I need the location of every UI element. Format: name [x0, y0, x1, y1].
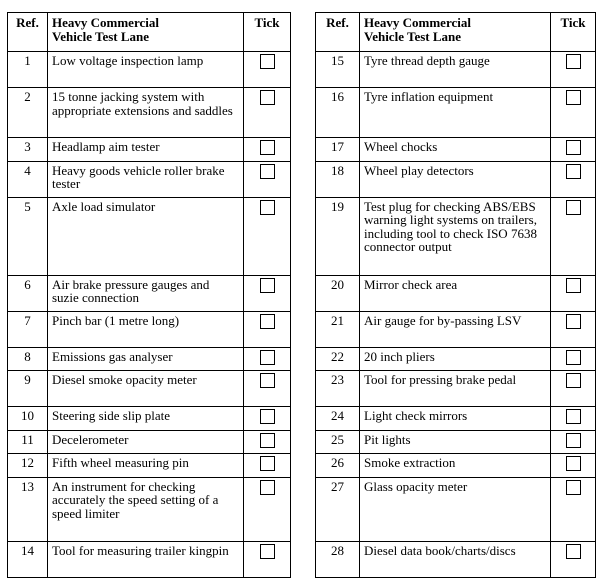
tick-header: Tick: [551, 13, 596, 52]
ref-cell: 9: [8, 371, 48, 407]
tick-cell: [244, 454, 291, 478]
tick-checkbox[interactable]: [260, 200, 275, 215]
tick-checkbox[interactable]: [566, 164, 581, 179]
ref-cell: 23: [316, 371, 360, 407]
tick-checkbox[interactable]: [260, 480, 275, 495]
item-header: [360, 13, 551, 52]
item-cell: Tyre thread depth gauge: [360, 52, 551, 88]
tick-checkbox[interactable]: [566, 456, 581, 471]
item-cell: Smoke extraction: [360, 454, 551, 478]
table-header-row: [316, 13, 596, 52]
tick-checkbox[interactable]: [566, 409, 581, 424]
ref-cell: 27: [316, 477, 360, 541]
table-row: [316, 161, 596, 197]
tick-cell: [244, 88, 291, 138]
item-cell: Emissions gas analyser: [48, 347, 244, 371]
item-cell: Heavy goods vehicle roller brake tester: [48, 161, 244, 197]
tick-checkbox[interactable]: [260, 278, 275, 293]
tick-checkbox[interactable]: [260, 433, 275, 448]
tick-cell: [551, 138, 596, 162]
tick-cell: [551, 311, 596, 347]
table-row: [316, 477, 596, 541]
item-cell: Tool for pressing brake pedal: [360, 371, 551, 407]
tick-checkbox[interactable]: [566, 278, 581, 293]
table-row: [316, 88, 596, 138]
tick-cell: [551, 477, 596, 541]
table-row: [8, 371, 291, 407]
table-row: [8, 52, 291, 88]
ref-cell: 21: [316, 311, 360, 347]
tick-cell: [244, 311, 291, 347]
ref-cell: 24: [316, 407, 360, 431]
tick-header: Tick: [244, 13, 291, 52]
table-row: [316, 311, 596, 347]
item-cell: Air gauge for by-passing LSV: [360, 311, 551, 347]
tick-cell: [244, 371, 291, 407]
item-cell: Pit lights: [360, 430, 551, 454]
tick-checkbox[interactable]: [260, 54, 275, 69]
item-cell: An instrument for checking accurately the speed setting of a speed limiter: [48, 477, 244, 541]
item-cell: Light check mirrors: [360, 407, 551, 431]
table-header-row: [8, 13, 291, 52]
ref-cell: 28: [316, 541, 360, 577]
tick-checkbox[interactable]: [260, 140, 275, 155]
ref-cell: 18: [316, 161, 360, 197]
table-row: [8, 477, 291, 541]
tick-checkbox[interactable]: [566, 350, 581, 365]
tick-cell: [244, 138, 291, 162]
table-row: [316, 347, 596, 371]
item-header-line1: Heavy Commercial: [364, 15, 471, 30]
tick-cell: [551, 197, 596, 275]
table-row: [316, 197, 596, 275]
table-row: [316, 407, 596, 431]
tick-cell: [551, 161, 596, 197]
tick-cell: [551, 52, 596, 88]
tick-cell: [244, 161, 291, 197]
table-row: [316, 430, 596, 454]
ref-cell: 26: [316, 454, 360, 478]
item-header: [48, 13, 244, 52]
tick-checkbox[interactable]: [260, 350, 275, 365]
table-row: [8, 197, 291, 275]
ref-cell: 1: [8, 52, 48, 88]
item-cell: Mirror check area: [360, 275, 551, 311]
tick-cell: [551, 454, 596, 478]
table-row: [8, 430, 291, 454]
tick-checkbox[interactable]: [566, 314, 581, 329]
tick-cell: [551, 88, 596, 138]
tick-checkbox[interactable]: [260, 409, 275, 424]
tick-checkbox[interactable]: [260, 164, 275, 179]
tick-checkbox[interactable]: [260, 456, 275, 471]
item-cell: Axle load simulator: [48, 197, 244, 275]
item-header-line2: Vehicle Test Lane: [52, 28, 150, 44]
tick-cell: [244, 430, 291, 454]
tick-checkbox[interactable]: [566, 200, 581, 215]
ref-cell: 17: [316, 138, 360, 162]
ref-header: Ref.: [8, 13, 48, 52]
ref-cell: 4: [8, 161, 48, 197]
ref-cell: 5: [8, 197, 48, 275]
item-cell: Air brake pressure gauges and suzie connection: [48, 275, 244, 311]
tick-cell: [244, 275, 291, 311]
item-header-line1: Heavy Commercial: [52, 15, 159, 30]
table-row: [8, 161, 291, 197]
tick-cell: [551, 347, 596, 371]
table-row: [316, 541, 596, 577]
tick-cell: [244, 541, 291, 577]
tick-checkbox[interactable]: [566, 480, 581, 495]
ref-cell: 22: [316, 347, 360, 371]
item-cell: Diesel smoke opacity meter: [48, 371, 244, 407]
tick-cell: [244, 407, 291, 431]
ref-cell: 8: [8, 347, 48, 371]
tick-checkbox[interactable]: [260, 544, 275, 559]
item-cell: Steering side slip plate: [48, 407, 244, 431]
item-cell: 20 inch pliers: [360, 347, 551, 371]
ref-cell: 6: [8, 275, 48, 311]
item-cell: 15 tonne jacking system with appropriate extensions and saddles: [48, 88, 244, 138]
ref-cell: 2: [8, 88, 48, 138]
table-row: [8, 407, 291, 431]
tick-checkbox[interactable]: [566, 544, 581, 559]
item-cell: Fifth wheel measuring pin: [48, 454, 244, 478]
ref-header: Ref.: [316, 13, 360, 52]
ref-cell: 20: [316, 275, 360, 311]
tick-checkbox[interactable]: [566, 433, 581, 448]
item-cell: Wheel chocks: [360, 138, 551, 162]
ref-cell: 15: [316, 52, 360, 88]
ref-cell: 25: [316, 430, 360, 454]
checklist-table-left: [7, 12, 291, 578]
table-row: [316, 275, 596, 311]
tick-checkbox[interactable]: [566, 54, 581, 69]
table-row: [8, 88, 291, 138]
ref-cell: 14: [8, 541, 48, 577]
tick-cell: [551, 430, 596, 454]
table-row: [8, 541, 291, 577]
table-row: [316, 454, 596, 478]
tick-checkbox[interactable]: [260, 90, 275, 105]
tick-cell: [244, 52, 291, 88]
tick-cell: [551, 371, 596, 407]
tick-cell: [244, 197, 291, 275]
table-row: [8, 347, 291, 371]
item-cell: Headlamp aim tester: [48, 138, 244, 162]
table-row: [316, 138, 596, 162]
tick-cell: [551, 541, 596, 577]
item-cell: Test plug for checking ABS/EBS warning light systems on trailers, including tool to check ISO 7638 connector output: [360, 197, 551, 275]
ref-cell: 3: [8, 138, 48, 162]
item-cell: Wheel play detectors: [360, 161, 551, 197]
item-cell: Tyre inflation equipment: [360, 88, 551, 138]
item-header-line2: Vehicle Test Lane: [364, 28, 462, 44]
ref-cell: 12: [8, 454, 48, 478]
checklist-table-right: [315, 12, 596, 578]
item-cell: Pinch bar (1 metre long): [48, 311, 244, 347]
ref-cell: 19: [316, 197, 360, 275]
table-row: [316, 52, 596, 88]
table-row: [316, 371, 596, 407]
ref-cell: 11: [8, 430, 48, 454]
item-cell: Low voltage inspection lamp: [48, 52, 244, 88]
table-row: [8, 138, 291, 162]
table-row: [8, 311, 291, 347]
tick-checkbox[interactable]: [260, 373, 275, 388]
tick-cell: [244, 477, 291, 541]
ref-cell: 13: [8, 477, 48, 541]
item-cell: Decelerometer: [48, 430, 244, 454]
item-cell: Diesel data book/charts/discs: [360, 541, 551, 577]
table-row: [8, 454, 291, 478]
ref-cell: 16: [316, 88, 360, 138]
ref-cell: 10: [8, 407, 48, 431]
ref-cell: 7: [8, 311, 48, 347]
tick-cell: [551, 407, 596, 431]
tick-checkbox[interactable]: [566, 140, 581, 155]
tick-cell: [244, 347, 291, 371]
table-row: [8, 275, 291, 311]
tick-cell: [551, 275, 596, 311]
item-cell: Tool for measuring trailer kingpin: [48, 541, 244, 577]
tick-checkbox[interactable]: [566, 373, 581, 388]
tick-checkbox[interactable]: [566, 90, 581, 105]
item-cell: Glass opacity meter: [360, 477, 551, 541]
tick-checkbox[interactable]: [260, 314, 275, 329]
